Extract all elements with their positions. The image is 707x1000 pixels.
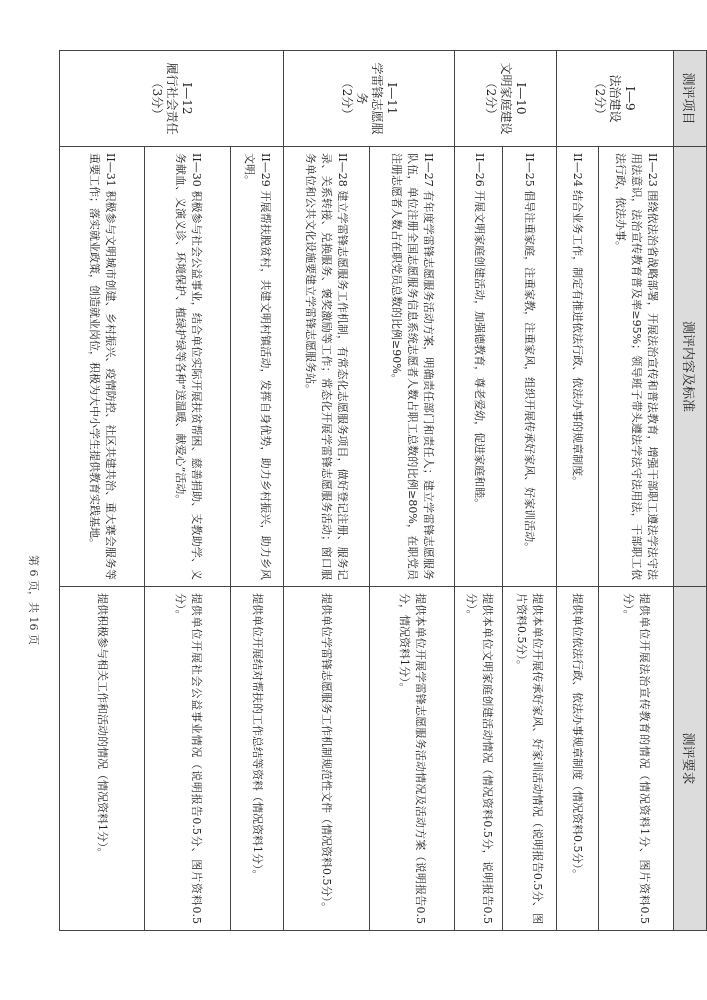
project-name: 学雷锋志愿服务 [355, 62, 385, 135]
project-id: I—11 [385, 82, 400, 115]
project-id: I—9 [623, 86, 638, 111]
requirement-cell: 提供单位依法行政、依法办事规章制度（情况资料0.5分）。 [556, 587, 599, 931]
header-requirement: 测评要求 [674, 587, 707, 931]
requirement-cell: 提供本单位开展传承好家风、好家训活动情况（说明报告0.5分、图片资料0.5分）。 [503, 587, 556, 931]
content-cell: II—28 建立学雷锋志愿服务工作机制，有常态化志愿服务项目，做好登记注册、服务记录、关系转接、兑换服务、褒奖激励等工作；常态化开展学雷锋志愿服务活动；窗口服务单位和公共文化设施要建立学雷锋志愿服务站。 [284, 147, 369, 587]
project-score: （3分） [150, 76, 165, 121]
table-row [284, 51, 369, 931]
content-cell: II—31 积极参与文明城市创建、乡村振兴、疫情防控、社区共建共治、重大赛会服务等重要工作；落实就业政策，创造就业岗位，积极为大中小学生提供教育实践基地。 [60, 147, 145, 587]
content-cell: II—25 倡导注重家庭，注重家教，注重家风，组织开展传承好家风、好家训活动。 [503, 147, 556, 587]
requirement-cell: 提供积极参与相关工作和活动的情况（情况资料1分）。 [60, 587, 145, 931]
table-row [599, 51, 674, 931]
content-cell: II—26 开展文明家庭创建活动，加强德教育，尊老爱幼，促进家庭和睦。 [455, 147, 503, 587]
requirement-cell: 提供单位开展结对帮扶的工作总结等资料（情况资料1分）。 [230, 587, 283, 931]
content-cell: II—27 有年度学雷锋志愿服务活动方案，明确责任部门和责任人；建立学雷锋志愿服务队伍，单位注册全国志愿服务信息系统志愿者人数占职工总数的比例≥80%，在职党员注册志愿者人数占在职党员总数的比例≥90%。 [369, 147, 454, 587]
table-row [230, 51, 283, 931]
project-id: I—10 [513, 82, 528, 115]
table-row [145, 51, 230, 931]
content-cell: II—30 积极参与社会公益事业，结合单位实际开展扶贫帮困、慈善捐助、支教助学、义务献血、义演义诊、环境保护、植绿护绿等各种“送温暖、献爱心”活动。 [145, 147, 230, 587]
requirement-cell: 提供单位开展社会公益事业情况（说明报告0.5分、图片资料0.5分）。 [145, 587, 230, 931]
table-row [455, 51, 503, 931]
requirement-cell: 提供本单位文明家庭创建活动情况（情况资料0.5分，说明报告0.5分）。 [455, 587, 503, 931]
table-header-row [674, 51, 707, 931]
page-footer [22, 500, 42, 700]
project-name: 文明家庭建设 [498, 62, 513, 135]
table-row [60, 51, 145, 931]
rotated-page [59, 50, 707, 930]
project-cell-i11 [284, 51, 455, 147]
project-score: （2分） [340, 76, 355, 121]
project-cell-i10 [455, 51, 556, 147]
project-cell-i9 [556, 51, 673, 147]
project-id: I—12 [180, 82, 195, 115]
evaluation-table [59, 50, 707, 931]
content-cell: II—29 开展帮扶脱贫村，共建文明村镇活动，发挥自身优势，助力乡村振兴，助力乡风文明。 [230, 147, 283, 587]
project-score: （2分） [483, 76, 498, 121]
header-project: 测评项目 [674, 51, 707, 147]
project-name: 法治建设 [608, 74, 623, 123]
project-name: 履行社会责任 [165, 62, 180, 135]
project-score: （2分） [593, 76, 608, 121]
table-row [556, 51, 599, 931]
page-number: 第 6 页，共 16 页 [27, 555, 40, 645]
table-row [503, 51, 556, 931]
header-content: 测评内容及标准 [674, 147, 707, 587]
table-row [369, 51, 454, 931]
project-cell-i12 [60, 51, 284, 147]
content-cell: II—24 结合业务工作，制定有推进依法行政、依法办事的规章制度。 [556, 147, 599, 587]
requirement-cell: 提供单位开展法治宣传教育的情况（情况资料1分、图片资料0.5分）。 [599, 587, 674, 931]
content-cell: II—23 围绕依法治省战略部署，开展法治宣传和普法教育，增强干部职工遵法学法守法用法意识，法治宣传教育普及率≥95%；领导班子带头遵法学法守法用法，干部职工依法行政，依法办事。 [599, 147, 674, 587]
requirement-cell: 提供本单位开展学雷锋志愿服务活动情况及活动方案（说明报告0.5分，情况资料1分）。 [369, 587, 454, 931]
requirement-cell: 提供单位学雷锋志愿服务工作机制规范性文件（情况资料0.5分）。 [284, 587, 369, 931]
